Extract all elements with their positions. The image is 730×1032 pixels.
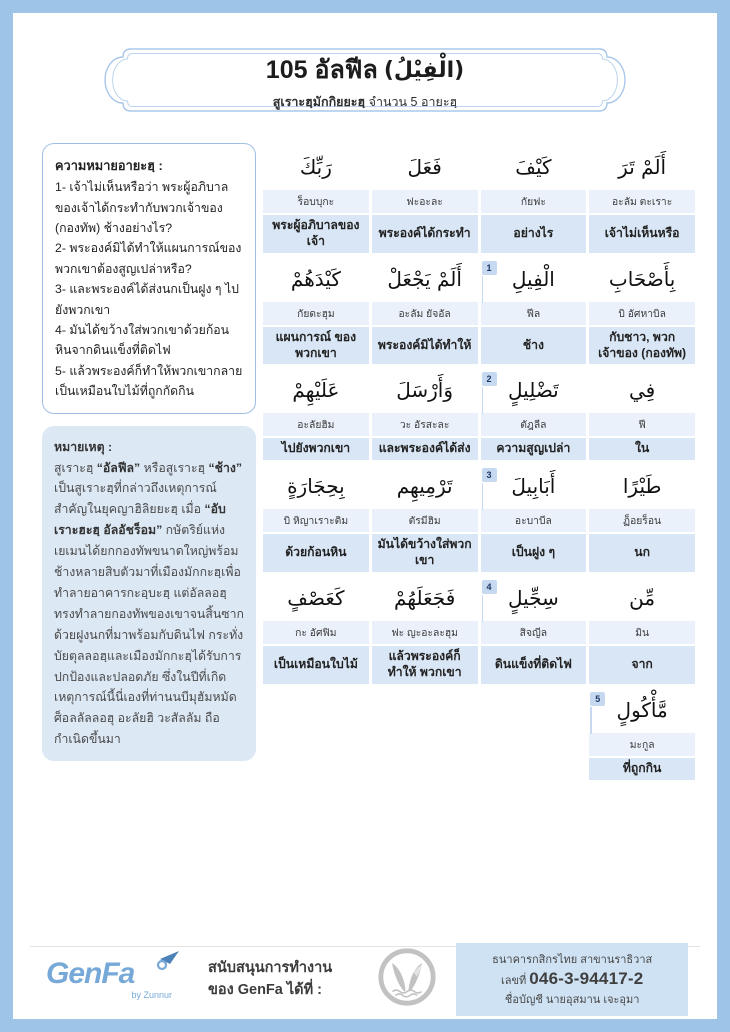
verse-meaning-line: 3- และพระองค์ได้ส่งนกเป็นฝูง ๆ ไปยังพวกเขา <box>55 282 239 317</box>
support-line2: ของ GenFa ได้ที่ : <box>208 981 323 998</box>
thai-meaning: ไปยังพวกเขา <box>263 438 369 460</box>
thai-meaning: แผนการณ์ ของพวกเขา <box>263 327 369 365</box>
ayah-divider-line <box>482 483 484 510</box>
word-row <box>263 689 695 780</box>
thai-meaning: พระผู้อภิบาลของเจ้า <box>263 215 369 253</box>
transliteration: อะลัยฮิม <box>263 413 369 436</box>
arabic-word: فَعَلَ <box>407 155 442 179</box>
thai-meaning: เป็นฝูง ๆ <box>481 534 587 572</box>
arabic-word: طَيْرًا <box>622 474 662 499</box>
transliteration: มะกูล <box>589 733 695 756</box>
word-row <box>263 577 695 684</box>
arabic-word: أَلَمْ تَرَ <box>618 155 667 179</box>
word-cell-empty <box>481 689 587 780</box>
arabic-word: مِّن <box>629 586 656 611</box>
transliteration: อะบาบีล <box>481 509 587 532</box>
thai-meaning: แล้วพระองค์ก็ทำให้ พวกเขา <box>372 646 478 684</box>
note-segment: กษัตริย์แห่งเยเมนได้ยกกองทัพขนาดใหญ่พร้อมช้างหลายสิบตัวมาที่เมืองมักกะฮฺเพื่อทำลายอาคารกะอฺบะฮฺ แต่อัลลอฮฺทรงทำลายกองทัพของเขาจนสิ้นซากด้วยฝูงนกที่มาพร้อมกับดินไฟ กระทั่งบัยตุลลอฮฺและเมืองมักกะฮฺได้รับการปกป้องและปลอดภัย ซึ่งในปีที่เกิดเหตุการณ์นี้นี่เองที่ท่านนบีมุฮัมหมัด ศ็อลลัลลอฮุ อะลัยฮิ วะสัลลัม ถือกำเนิดขึ้นมา <box>54 523 244 747</box>
arabic-word: تَضْلِيلٍ <box>508 378 559 403</box>
word-cell <box>481 369 587 460</box>
bank-no-label: เลขที่ <box>500 975 530 987</box>
ayah-divider-line <box>482 595 484 622</box>
footer <box>30 946 700 1012</box>
arabic-word: كَعَصْفٍ <box>287 586 345 611</box>
verse-meaning-line: 4- มันได้ขว้างใส่พวกเขาด้วยก้อนหินจากดินแข็งที่ติดไฟ <box>55 323 230 358</box>
word-cell <box>263 369 369 460</box>
note-segment: สูเราะฮฺ <box>54 460 97 475</box>
word-cell <box>263 146 369 253</box>
transliteration: ตัรมีฮิม <box>372 509 478 532</box>
word-cell-empty <box>372 689 478 780</box>
arabic-word: عَلَيْهِمْ <box>292 378 340 403</box>
verse-meanings-list <box>55 177 243 401</box>
thai-meaning: ความสูญเปล่า <box>481 438 587 460</box>
word-cell <box>481 146 587 253</box>
subtitle-rest: จำนวน 5 อายะฮฺ <box>365 95 458 109</box>
thai-meaning: ด้วยก้อนหิน <box>263 534 369 572</box>
word-cell <box>263 258 369 365</box>
thai-meaning: ใน <box>589 438 695 460</box>
bank-account-holder: ชื่อบัญชี นายอุสมาน เจะอุมา <box>504 994 640 1006</box>
arabic-word: بِأَصْحَابِ <box>608 266 676 291</box>
word-row <box>263 465 695 572</box>
thai-meaning: พระองค์มิได้ทำให้ <box>372 327 478 365</box>
note-title: หมายเหตุ : <box>54 439 113 454</box>
note-segment: “ช้าง” <box>208 460 243 475</box>
bank-account-number-line <box>468 969 676 989</box>
arabic-word: الْفِيلِ <box>511 266 555 291</box>
thai-meaning: เป็นเหมือนใบไม้ <box>263 646 369 684</box>
transliteration: ฟีล <box>481 302 587 325</box>
verse-meaning-line: 5- แล้วพระองค์ก็ทำให้พวกเขากลายเป็นเหมือนใบไม้ที่ถูกกัดกิน <box>55 363 243 399</box>
ayah-number-badge: 1 <box>482 261 497 275</box>
verse-meaning-line: 2- พระองค์มิได้ทำให้แผนการณ์ของพวกเขาต้องสูญเปล่าหรือ? <box>55 241 242 276</box>
thai-meaning: นก <box>589 534 695 572</box>
thai-meaning: มันได้ขว้างใส่พวกเขา <box>372 534 478 572</box>
word-cell <box>372 258 478 365</box>
subtitle-bold: สูเราะฮฺมักกิยยะฮฺ <box>272 95 366 109</box>
word-cell <box>372 369 478 460</box>
transliteration: ฏ็อยร็อน <box>589 509 695 532</box>
note-segment: “อับเราะฮะฮฺ อัลอัชร็อม” <box>54 502 226 538</box>
note-segment: “อัลฟีล” <box>96 460 141 475</box>
arabic-word: أَبَابِيلَ <box>511 474 556 499</box>
transliteration: สิจญีล <box>481 621 587 644</box>
note-segment: เป็นสูเราะฮฺที่กล่าวถึงเหตุการณ์สำคัญในยุคญาฮิลิยยะฮฺ เมื่อ <box>54 481 217 517</box>
ayah-divider-line <box>590 707 592 734</box>
word-cell <box>372 146 478 253</box>
word-row <box>263 369 695 460</box>
thai-meaning: จาก <box>589 646 695 684</box>
verse-meanings-title: ความหมายอายะฮฺ : <box>55 158 163 173</box>
word-cell <box>481 258 587 365</box>
transliteration: บิ อัศหาบิล <box>589 302 695 325</box>
transliteration: มิน <box>589 621 695 644</box>
word-row <box>263 258 695 365</box>
arabic-word: وَأَرْسَلَ <box>396 378 454 403</box>
transliteration: กัยฟะ <box>481 190 587 213</box>
ayah-number-badge: 3 <box>482 468 497 482</box>
genfa-wordmark: GenFa <box>46 957 135 990</box>
ayah-divider-line <box>482 276 484 303</box>
word-cell <box>481 577 587 684</box>
word-cell <box>589 146 695 253</box>
word-grid <box>263 146 695 780</box>
sidebar <box>42 143 256 761</box>
transliteration: ฟะ ญะอะละฮุม <box>372 621 478 644</box>
transliteration: อะลัม ยัจอัล <box>372 302 478 325</box>
transliteration: ร็อบบุกะ <box>263 190 369 213</box>
word-cell <box>589 369 695 460</box>
transliteration: ฟี <box>589 413 695 436</box>
genfa-logo <box>46 959 186 1000</box>
kasikorn-bank-logo-icon <box>376 946 438 1013</box>
thai-meaning: ที่ถูกกิน <box>589 758 695 780</box>
word-cell <box>263 577 369 684</box>
paper-plane-icon <box>154 951 180 971</box>
page-title <box>266 50 464 90</box>
word-cell <box>481 465 587 572</box>
transliteration: กัยดะฮุม <box>263 302 369 325</box>
bank-account-box <box>456 943 688 1016</box>
ayah-number-badge: 4 <box>482 580 497 594</box>
transliteration: ฟะอะละ <box>372 190 478 213</box>
thai-meaning: และพระองค์ได้ส่ง <box>372 438 478 460</box>
transliteration: บิ หิญาเราะติม <box>263 509 369 532</box>
transliteration: วะ อัรสะละ <box>372 413 478 436</box>
header <box>53 44 677 118</box>
word-cell <box>589 465 695 572</box>
arabic-word: أَلَمْ يَجْعَلْ <box>387 266 462 291</box>
word-cell <box>589 689 695 780</box>
note-segment: หรือสูเราะฮฺ <box>140 460 209 475</box>
ayah-divider-line <box>482 387 484 414</box>
transliteration: กะ อัศฟิม <box>263 621 369 644</box>
thai-meaning: กับชาว, พวกเจ้าของ (กองทัพ) <box>589 327 695 365</box>
thai-meaning: ดินแข็งที่ติดไฟ <box>481 646 587 684</box>
thai-meaning: เจ้าไม่เห็นหรือ <box>589 215 695 253</box>
word-cell <box>589 577 695 684</box>
arabic-word: فَجَعَلَهُمْ <box>393 586 456 611</box>
bank-account-number: 046-3-94417-2 <box>529 969 644 988</box>
ayah-number-badge: 5 <box>590 692 605 706</box>
word-cell-empty <box>263 689 369 780</box>
thai-meaning: ช้าง <box>481 327 587 365</box>
word-cell <box>372 577 478 684</box>
arabic-word: كَيْدَهُمْ <box>290 266 341 291</box>
page-subtitle <box>273 92 457 112</box>
verse-meanings-box <box>42 143 256 414</box>
thai-meaning: อย่างไร <box>481 215 587 253</box>
arabic-word: تَرْمِيهِم <box>396 474 453 499</box>
title-thai: 105 อัลฟีล <box>265 56 378 84</box>
arabic-word: بِحِجَارَةٍ <box>287 474 345 499</box>
arabic-word: فِي <box>629 378 656 403</box>
arabic-word: كَيْفَ <box>515 155 552 179</box>
ayah-number-badge: 2 <box>482 372 497 386</box>
genfa-byline: by Zunnur <box>131 990 172 1000</box>
word-cell <box>372 465 478 572</box>
thai-meaning: พระองค์ได้กระทำ <box>372 215 478 253</box>
word-cell <box>589 258 695 365</box>
note-text <box>54 458 244 750</box>
verse-meaning-line: 1- เจ้าไม่เห็นหรือว่า พระผู้อภิบาลของเจ้าได้กระทำกับพวกเจ้าของ (กองทัพ) ช้างอย่างไร? <box>55 180 229 236</box>
transliteration: อะลัม ตะเราะ <box>589 190 695 213</box>
arabic-word: سِجِّيلٍ <box>507 586 559 611</box>
bank-name: ธนาคารกสิกรไทย สาขานราธิวาส <box>492 954 653 966</box>
word-cell <box>263 465 369 572</box>
arabic-word: رَبِّكَ <box>299 155 332 179</box>
support-line1: สนับสนุนการทำงาน <box>208 960 333 977</box>
word-row <box>263 146 695 253</box>
support-text <box>208 958 332 1000</box>
arabic-word: مَّأْكُولٍ <box>616 697 668 722</box>
transliteration: ตัฎลีล <box>481 413 587 436</box>
note-box <box>42 426 256 761</box>
title-arabic: (الْفِيْلُ) <box>383 57 465 83</box>
